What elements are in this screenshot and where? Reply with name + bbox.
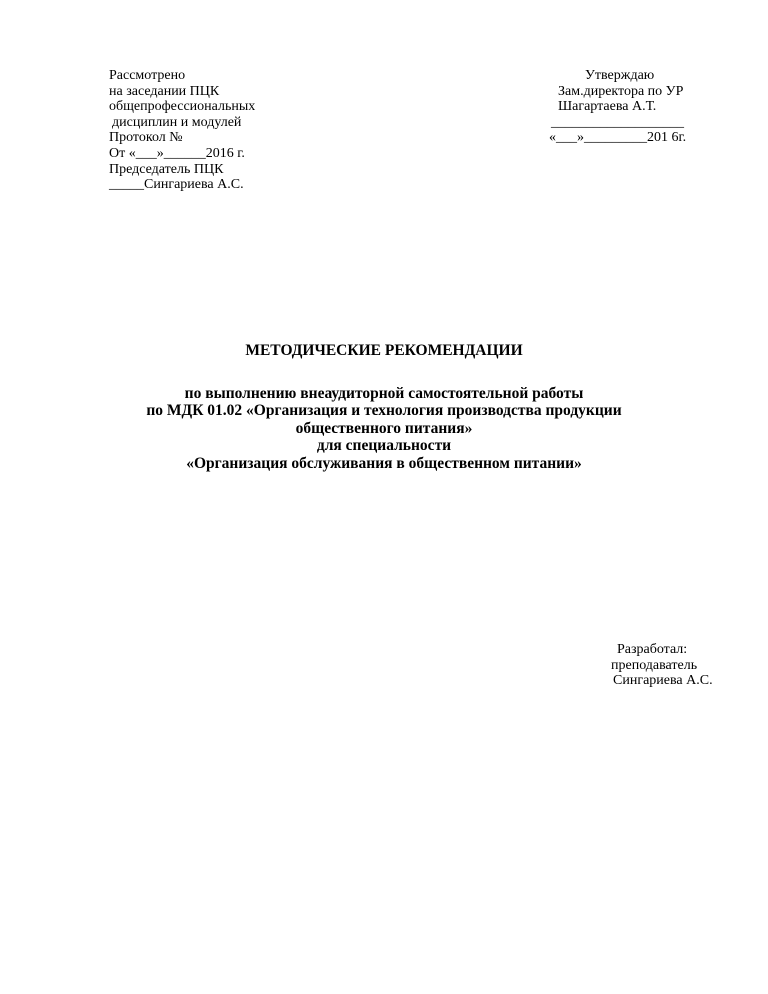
reviewed-committee-line: общепрофессиональных (109, 99, 256, 115)
protocol-date-line: От «___»______2016 г. (109, 145, 245, 161)
subtitle-line-purpose: по выполнению внеаудиторной самостоятельной работы (184, 385, 584, 402)
author-position: преподаватель (611, 657, 698, 673)
protocol-number-line: Протокол № (109, 130, 183, 146)
deputy-director-name: Шагартаева А.Т. (558, 99, 657, 115)
author-block (611, 642, 713, 689)
document-title: МЕТОДИЧЕСКИЕ РЕКОМЕНДАЦИИ (245, 342, 523, 359)
reviewed-disciplines-line: дисциплин и модулей (112, 114, 242, 130)
approved-heading: Утверждаю (585, 68, 655, 83)
subtitle-line-course-cont: общественного питания» (295, 419, 473, 437)
author-label: Разработал: (617, 642, 688, 657)
reviewed-heading: Рассмотрено (109, 68, 186, 83)
chairman-signature-line: _____Сингариева А.С. (109, 177, 244, 193)
author-name: Сингариева А.С. (613, 673, 713, 689)
signature-blank-line: ___________________ (551, 114, 684, 130)
document-subtitle (40, 385, 728, 472)
subtitle-line-course: по МДК 01.02 «Организация и технология производства продукции (146, 402, 622, 420)
reviewed-meeting-line: на заседании ПЦК (109, 83, 220, 99)
subtitle-line-specialty-name: «Организация обслуживания в общественном питании» (186, 454, 582, 472)
subtitle-line-specialty-label: для специальности (316, 437, 452, 455)
approval-approved-block (549, 68, 686, 146)
chairman-title-line: Председатель ПЦК (109, 161, 224, 177)
deputy-director-line: Зам.директора по УР (558, 83, 684, 99)
approval-reviewed-block (109, 68, 255, 193)
approval-date-line: «___»_________201 6г. (549, 130, 687, 146)
